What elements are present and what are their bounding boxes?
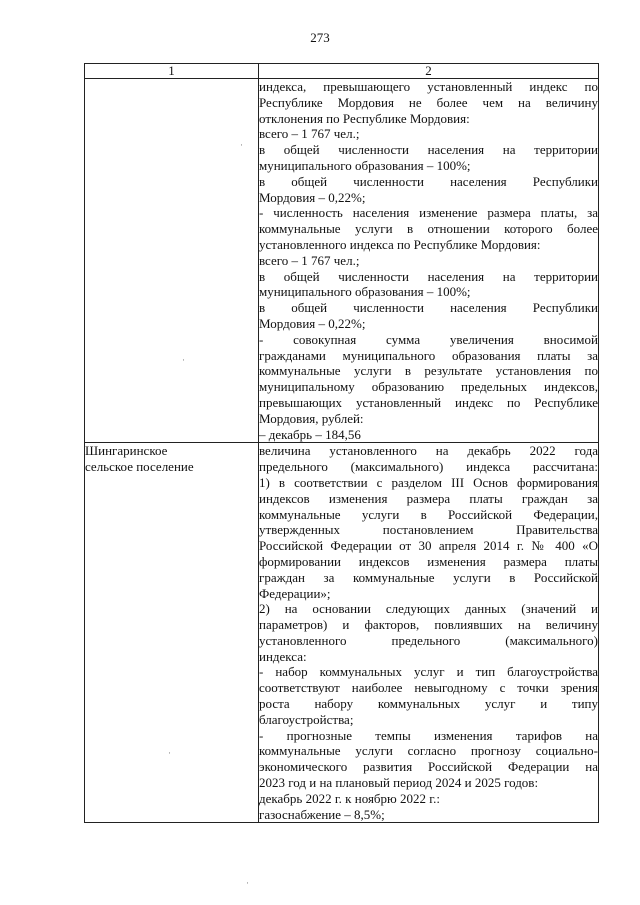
text-line: формировании индексов изменения размера платы — [259, 553, 598, 569]
text-line: в общей численности населения Республики — [259, 300, 598, 316]
text-line: гражданами муниципального образования платы за — [259, 347, 598, 363]
table-row — [85, 443, 599, 823]
text-line: предельного (максимального) индекса рассчитана: — [259, 459, 598, 475]
table-row — [85, 79, 599, 443]
text-line: индексов изменения размера платы граждан за — [259, 490, 598, 506]
text-line: Республике Мордовия не более чем на величину — [259, 94, 598, 110]
text-line: декабрь 2022 г. к ноябрю 2022 г.: — [259, 790, 440, 806]
text-line: роста набору коммунальных услуг и типу — [259, 696, 598, 712]
text-line: – декабрь – 184,56 — [259, 426, 361, 442]
text-line: газоснабжение – 8,5%; — [259, 806, 385, 822]
text-line: всего – 1 767 чел.; — [259, 252, 360, 268]
page-number: 273 — [310, 30, 330, 45]
text-line: благоустройства; — [259, 711, 354, 727]
text-line: 2) на основании следующих данных (значений и — [259, 601, 598, 617]
text-line: граждан за коммунальные услуги в Российской — [259, 569, 598, 585]
document-table — [84, 63, 599, 823]
text-line: индекса, превышающего установленный индекс по — [259, 79, 598, 94]
text-line: Мордовия, рублей: — [259, 410, 364, 426]
text-line: - численность населения изменение размера платы, за — [259, 205, 598, 221]
scan-speck: · — [246, 878, 249, 888]
text-line: индекса: — [259, 648, 307, 664]
text-line: установленного предельного (максимального) — [259, 632, 598, 648]
column-header-1: 1 — [85, 64, 259, 79]
text-line: экономического развития Российской Федерации на — [259, 759, 598, 775]
text-line: Мордовия – 0,22%; — [259, 189, 366, 205]
text-line: коммунальные услуги в результате установления по — [259, 363, 598, 379]
text-line: отклонения по Республике Мордовия: — [259, 110, 470, 126]
text-line: величина установленного на декабрь 2022 года — [259, 443, 598, 459]
text-line: установленного индекса по Республике Мордовия: — [259, 236, 541, 252]
text-line: 2023 год и на плановый период 2024 и 2025 годов: — [259, 775, 539, 791]
text-line: в общей численности населения на территории — [259, 142, 598, 158]
text-line: муниципальному образованию предельных индексов, — [259, 379, 598, 395]
municipality-name-line: сельское поселение — [85, 459, 194, 475]
text-line: Мордовия – 0,22%; — [259, 315, 366, 331]
text-line: утвержденных постановлением Правительства — [259, 522, 598, 538]
index-description-cell — [259, 79, 599, 443]
text-line: муниципального образования – 100%; — [259, 284, 471, 300]
text-line: - набор коммунальных услуг и тип благоустройства — [259, 664, 598, 680]
table-body — [85, 79, 599, 823]
text-line: в общей численности населения Республики — [259, 173, 598, 189]
text-line: муниципального образования – 100%; — [259, 157, 471, 173]
column-header-2: 2 — [259, 64, 599, 79]
municipality-name-cell — [85, 443, 259, 823]
header-row — [85, 64, 599, 79]
scan-speck: · — [168, 748, 171, 758]
table-header — [85, 64, 599, 79]
text-line: коммунальные услуги в Российской Федерации, — [259, 506, 598, 522]
text-line: параметров) и факторов, повлиявших на величину — [259, 617, 598, 633]
text-line: Российской Федерации от 30 апреля 2014 г. № 400 «О — [259, 538, 598, 554]
index-description-cell — [259, 443, 599, 823]
text-line: соответствуют наиболее невыгодному с точки зрения — [259, 680, 598, 696]
text-line: в общей численности населения на территории — [259, 268, 598, 284]
municipality-name-cell — [85, 79, 259, 443]
text-line: - прогнозные темпы изменения тарифов на — [259, 727, 598, 743]
text-line: - совокупная сумма увеличения вносимой — [259, 331, 598, 347]
text-line: коммунальные услуги согласно прогнозу социально- — [259, 743, 598, 759]
municipality-name-line: Шингаринское — [85, 443, 168, 459]
scan-speck: · — [182, 355, 185, 365]
text-line: коммунальные услуги в отношении которого более — [259, 221, 598, 237]
text-line: 1) в соответствии с разделом III Основ формирования — [259, 474, 598, 490]
text-line: Федерации»; — [259, 585, 331, 601]
scan-speck: · — [240, 140, 243, 150]
text-line: всего – 1 767 чел.; — [259, 126, 360, 142]
text-line: превышающих установленный индекс по Республике — [259, 394, 598, 410]
